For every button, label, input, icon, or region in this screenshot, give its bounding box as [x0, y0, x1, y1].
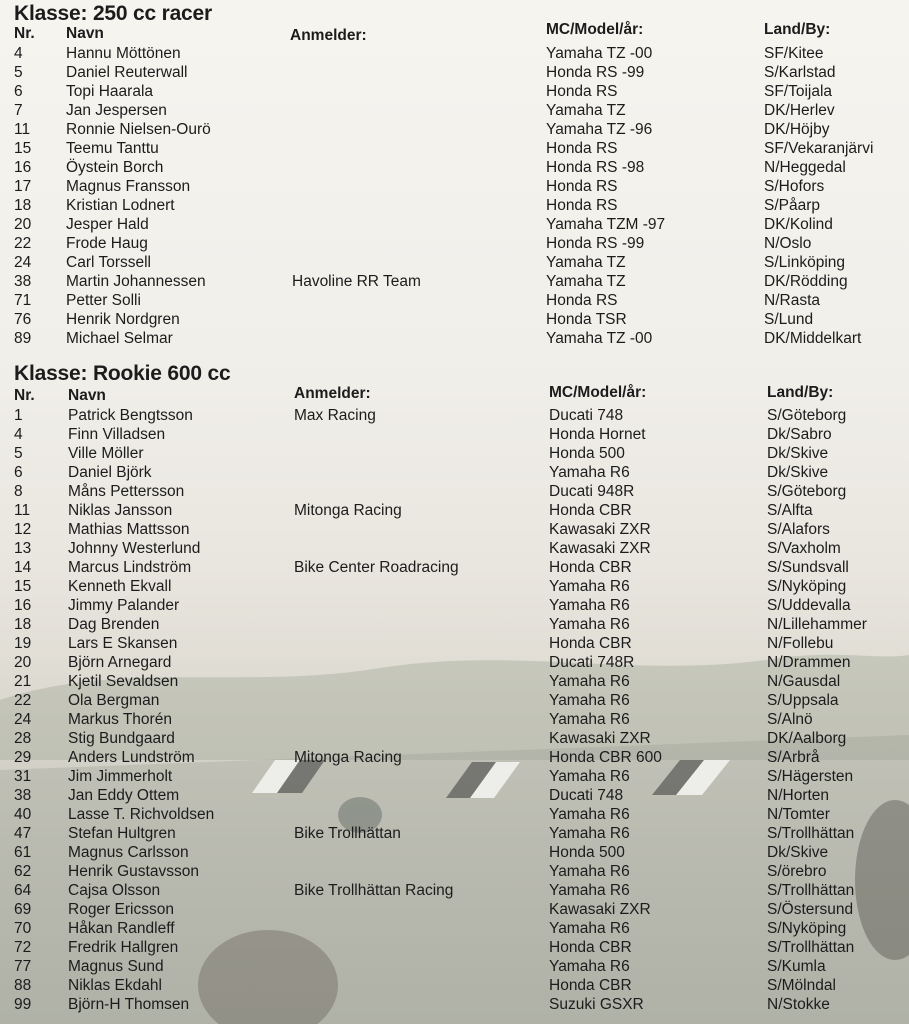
- entry-row: [0, 82, 909, 101]
- country-city: N/Oslo: [764, 235, 812, 252]
- motorcycle-model: Honda RS -99: [546, 64, 645, 81]
- entry-number: 16: [14, 597, 32, 614]
- rider-name: Carl Torssell: [66, 254, 151, 271]
- entry-number: 88: [14, 977, 32, 994]
- motorcycle-model: Honda Hornet: [549, 426, 646, 443]
- entry-row: [0, 881, 909, 900]
- motorcycle-model: Honda TSR: [546, 311, 627, 328]
- motorcycle-model: Honda CBR: [549, 559, 632, 576]
- motorcycle-model: Kawasaki ZXR: [549, 901, 651, 918]
- entry-row: [0, 539, 909, 558]
- country-city: SF/Vekaranjärvi: [764, 140, 874, 157]
- entry-number: 20: [14, 216, 32, 233]
- header-nr: Nr.: [14, 387, 35, 404]
- motorcycle-model: Yamaha R6: [549, 825, 630, 842]
- rider-name: Magnus Carlsson: [68, 844, 189, 861]
- entry-number: 11: [14, 121, 31, 138]
- entry-number: 21: [14, 673, 32, 690]
- entry-row: [0, 63, 909, 82]
- rider-name: Teemu Tanttu: [66, 140, 159, 157]
- motorcycle-model: Yamaha R6: [549, 711, 630, 728]
- country-city: S/Trollhättan: [767, 882, 855, 899]
- entry-row: [0, 310, 909, 329]
- country-city: S/Göteborg: [767, 407, 847, 424]
- header-land-by: Land/By:: [764, 21, 831, 38]
- motorcycle-model: Honda CBR 600: [549, 749, 662, 766]
- entry-number: 6: [14, 83, 23, 100]
- rider-name: Jan Jespersen: [66, 102, 167, 119]
- entry-number: 38: [14, 787, 32, 804]
- country-city: S/Nyköping: [767, 920, 847, 937]
- entry-number: 72: [14, 939, 32, 956]
- entry-row: [0, 177, 909, 196]
- motorcycle-model: Suzuki GSXR: [549, 996, 644, 1013]
- entry-row: [0, 463, 909, 482]
- entry-row: [0, 919, 909, 938]
- motorcycle-model: Yamaha TZ: [546, 273, 626, 290]
- entry-row: [0, 139, 909, 158]
- motorcycle-model: Yamaha R6: [549, 958, 630, 975]
- entry-row: [0, 900, 909, 919]
- entrant: Bike Trollhättan Racing: [294, 882, 454, 899]
- entry-row: [0, 406, 909, 425]
- motorcycle-model: Honda RS -99: [546, 235, 645, 252]
- entry-number: 11: [14, 502, 31, 519]
- motorcycle-model: Yamaha TZ: [546, 102, 626, 119]
- motorcycle-model: Ducati 748: [549, 407, 624, 424]
- entry-number: 4: [14, 45, 23, 62]
- header-anmelder: Anmelder:: [290, 27, 367, 44]
- entry-number: 17: [14, 178, 32, 195]
- rider-name: Henrik Gustavsson: [68, 863, 199, 880]
- entry-number: 7: [14, 102, 23, 119]
- rider-name: Petter Solli: [66, 292, 141, 309]
- motorcycle-model: Yamaha R6: [549, 673, 630, 690]
- motorcycle-model: Yamaha R6: [549, 768, 630, 785]
- entry-number: 71: [14, 292, 32, 309]
- rider-name: Niklas Jansson: [68, 502, 173, 519]
- country-city: N/Lillehammer: [767, 616, 867, 633]
- country-city: S/Mölndal: [767, 977, 836, 994]
- entry-row: [0, 329, 909, 348]
- entry-row: [0, 501, 909, 520]
- entry-row: [0, 976, 909, 995]
- entry-number: 31: [14, 768, 32, 785]
- entry-row: [0, 44, 909, 63]
- motorcycle-model: Yamaha R6: [549, 920, 630, 937]
- country-city: SF/Kitee: [764, 45, 824, 62]
- rider-name: Öystein Borch: [66, 159, 164, 176]
- motorcycle-model: Honda RS: [546, 83, 618, 100]
- country-city: S/Påarp: [764, 197, 821, 214]
- country-city: S/Alfta: [767, 502, 813, 519]
- country-city: S/örebro: [767, 863, 827, 880]
- entry-number: 24: [14, 254, 32, 271]
- entry-number: 14: [14, 559, 32, 576]
- motorcycle-model: Honda 500: [549, 844, 625, 861]
- entry-number: 28: [14, 730, 32, 747]
- country-city: S/Göteborg: [767, 483, 847, 500]
- entrant: Mitonga Racing: [294, 749, 402, 766]
- motorcycle-model: Honda CBR: [549, 977, 632, 994]
- motorcycle-model: Yamaha R6: [549, 578, 630, 595]
- motorcycle-model: Honda RS -98: [546, 159, 645, 176]
- rider-name: Kjetil Sevaldsen: [68, 673, 179, 690]
- entry-row: [0, 786, 909, 805]
- entry-row: [0, 767, 909, 786]
- rider-name: Jimmy Palander: [68, 597, 180, 614]
- rider-name: Mathias Mattsson: [68, 521, 190, 538]
- country-city: S/Nyköping: [767, 578, 847, 595]
- motorcycle-model: Kawasaki ZXR: [549, 730, 651, 747]
- rider-name: Kristian Lodnert: [66, 197, 175, 214]
- entry-row: [0, 158, 909, 177]
- motorcycle-model: Kawasaki ZXR: [549, 540, 651, 557]
- entrant: Havoline RR Team: [292, 273, 421, 290]
- motorcycle-model: Honda 500: [549, 445, 625, 462]
- entrant: Bike Trollhättan: [294, 825, 401, 842]
- motorcycle-model: Honda RS: [546, 178, 618, 195]
- motorcycle-model: Ducati 748R: [549, 654, 635, 671]
- entry-row: [0, 938, 909, 957]
- entry-row: [0, 824, 909, 843]
- entry-number: 24: [14, 711, 32, 728]
- entry-row: [0, 482, 909, 501]
- entry-number: 99: [14, 996, 32, 1013]
- entry-number: 22: [14, 235, 32, 252]
- entry-row: [0, 120, 909, 139]
- country-city: N/Stokke: [767, 996, 830, 1013]
- entry-number: 6: [14, 464, 23, 481]
- country-city: S/Linköping: [764, 254, 846, 271]
- entry-row: [0, 291, 909, 310]
- entry-list: [0, 44, 909, 348]
- motorcycle-model: Honda CBR: [549, 502, 632, 519]
- entry-number: 1: [14, 407, 23, 424]
- entry-row: [0, 577, 909, 596]
- motorcycle-model: Honda RS: [546, 197, 618, 214]
- country-city: S/Vaxholm: [767, 540, 841, 557]
- country-city: S/Karlstad: [764, 64, 836, 81]
- entry-number: 62: [14, 863, 32, 880]
- entry-number: 5: [14, 64, 23, 81]
- entry-row: [0, 710, 909, 729]
- motorcycle-model: Kawasaki ZXR: [549, 521, 651, 538]
- entry-number: 47: [14, 825, 32, 842]
- rider-name: Hannu Möttönen: [66, 45, 181, 62]
- entry-number: 40: [14, 806, 32, 823]
- country-city: N/Follebu: [767, 635, 834, 652]
- header-mc-model-year: MC/Model/år:: [549, 384, 647, 401]
- entry-number: 38: [14, 273, 32, 290]
- motorcycle-model: Honda CBR: [549, 635, 632, 652]
- country-city: N/Rasta: [764, 292, 820, 309]
- country-city: N/Gausdal: [767, 673, 841, 690]
- country-city: N/Drammen: [767, 654, 851, 671]
- header-land-by: Land/By:: [767, 384, 834, 401]
- rider-name: Finn Villadsen: [68, 426, 166, 443]
- rider-name: Markus Thorén: [68, 711, 172, 728]
- entry-number: 5: [14, 445, 23, 462]
- rider-name: Patrick Bengtsson: [68, 407, 193, 424]
- entry-list: [0, 406, 909, 1014]
- rider-name: Jim Jimmerholt: [68, 768, 173, 785]
- entry-row: [0, 615, 909, 634]
- entry-number: 15: [14, 140, 32, 157]
- rider-name: Michael Selmar: [66, 330, 173, 347]
- rider-name: Johnny Westerlund: [68, 540, 201, 557]
- header-navn: Navn: [66, 25, 104, 42]
- country-city: S/Lund: [764, 311, 814, 328]
- motorcycle-model: Yamaha R6: [549, 863, 630, 880]
- country-city: DK/Rödding: [764, 273, 848, 290]
- entry-row: [0, 729, 909, 748]
- rider-name: Lasse T. Richvoldsen: [68, 806, 215, 823]
- rider-name: Cajsa Olsson: [68, 882, 161, 899]
- header-nr: Nr.: [14, 25, 35, 42]
- entry-number: 89: [14, 330, 32, 347]
- entry-row: [0, 843, 909, 862]
- rider-name: Roger Ericsson: [68, 901, 174, 918]
- class-title: Klasse: 250 cc racer: [14, 2, 212, 25]
- entry-number: 15: [14, 578, 32, 595]
- rider-name: Ola Bergman: [68, 692, 160, 709]
- entry-row: [0, 995, 909, 1014]
- motorcycle-model: Honda RS: [546, 140, 618, 157]
- class-title: Klasse: Rookie 600 cc: [14, 362, 231, 385]
- entry-number: 18: [14, 197, 32, 214]
- entry-number: 61: [14, 844, 32, 861]
- country-city: S/Alafors: [767, 521, 830, 538]
- rider-name: Kenneth Ekvall: [68, 578, 172, 595]
- entry-row: [0, 558, 909, 577]
- country-city: DK/Herlev: [764, 102, 835, 119]
- rider-name: Björn Arnegard: [68, 654, 172, 671]
- entry-number: 4: [14, 426, 23, 443]
- entrant: Bike Center Roadracing: [294, 559, 459, 576]
- motorcycle-model: Yamaha TZ -00: [546, 330, 653, 347]
- rider-name: Marcus Lindström: [68, 559, 192, 576]
- motorcycle-model: Ducati 948R: [549, 483, 635, 500]
- entry-row: [0, 862, 909, 881]
- entry-number: 22: [14, 692, 32, 709]
- rider-name: Fredrik Hallgren: [68, 939, 179, 956]
- entry-row: [0, 215, 909, 234]
- entry-number: 12: [14, 521, 32, 538]
- motorcycle-model: Yamaha TZ -96: [546, 121, 653, 138]
- country-city: Dk/Skive: [767, 445, 829, 462]
- entry-number: 20: [14, 654, 32, 671]
- motorcycle-model: Honda CBR: [549, 939, 632, 956]
- entry-row: [0, 101, 909, 120]
- entrant: Max Racing: [294, 407, 376, 424]
- country-city: S/Hofors: [764, 178, 825, 195]
- country-city: N/Tomter: [767, 806, 830, 823]
- motorcycle-model: Yamaha R6: [549, 692, 630, 709]
- rider-name: Björn-H Thomsen: [68, 996, 190, 1013]
- country-city: DK/Kolind: [764, 216, 833, 233]
- entry-row: [0, 805, 909, 824]
- entry-row: [0, 596, 909, 615]
- rider-name: Håkan Randleff: [68, 920, 175, 937]
- header-navn: Navn: [68, 387, 106, 404]
- entry-row: [0, 634, 909, 653]
- country-city: DK/Aalborg: [767, 730, 847, 747]
- entry-number: 64: [14, 882, 32, 899]
- rider-name: Magnus Fransson: [66, 178, 191, 195]
- rider-name: Ville Möller: [68, 445, 144, 462]
- country-city: DK/Middelkart: [764, 330, 862, 347]
- entry-row: [0, 444, 909, 463]
- country-city: S/Uddevalla: [767, 597, 851, 614]
- country-city: SF/Toijala: [764, 83, 833, 100]
- rider-name: Dag Brenden: [68, 616, 160, 633]
- motorcycle-model: Yamaha TZ -00: [546, 45, 653, 62]
- country-city: N/Heggedal: [764, 159, 846, 176]
- motorcycle-model: Yamaha R6: [549, 464, 630, 481]
- entry-row: [0, 653, 909, 672]
- header-anmelder: Anmelder:: [294, 385, 371, 402]
- header-mc-model-year: MC/Model/år:: [546, 21, 644, 38]
- rider-name: Topi Haarala: [66, 83, 154, 100]
- entry-row: [0, 253, 909, 272]
- rider-name: Stig Bundgaard: [68, 730, 175, 747]
- motorcycle-model: Yamaha R6: [549, 882, 630, 899]
- country-city: S/Kumla: [767, 958, 826, 975]
- country-city: N/Horten: [767, 787, 830, 804]
- rider-name: Jan Eddy Ottem: [68, 787, 180, 804]
- motorcycle-model: Yamaha R6: [549, 616, 630, 633]
- entry-number: 69: [14, 901, 32, 918]
- country-city: S/Hägersten: [767, 768, 854, 785]
- motorcycle-model: Yamaha TZM -97: [546, 216, 666, 233]
- motorcycle-model: Yamaha TZ: [546, 254, 626, 271]
- entry-number: 13: [14, 540, 32, 557]
- rider-name: Stefan Hultgren: [68, 825, 176, 842]
- country-city: S/Trollhättan: [767, 825, 855, 842]
- entry-number: 76: [14, 311, 32, 328]
- entry-number: 18: [14, 616, 32, 633]
- country-city: S/Trollhättan: [767, 939, 855, 956]
- country-city: S/Sundsvall: [767, 559, 849, 576]
- entry-row: [0, 957, 909, 976]
- entry-row: [0, 425, 909, 444]
- entry-number: 29: [14, 749, 32, 766]
- rider-name: Anders Lundström: [68, 749, 195, 766]
- country-city: S/Arbrå: [767, 749, 820, 766]
- country-city: Dk/Sabro: [767, 426, 832, 443]
- country-city: DK/Höjby: [764, 121, 830, 138]
- entry-row: [0, 748, 909, 767]
- entry-row: [0, 691, 909, 710]
- motorcycle-model: Yamaha R6: [549, 597, 630, 614]
- rider-name: Daniel Reuterwall: [66, 64, 188, 81]
- rider-name: Magnus Sund: [68, 958, 164, 975]
- rider-name: Niklas Ekdahl: [68, 977, 162, 994]
- entrant: Mitonga Racing: [294, 502, 402, 519]
- rider-name: Lars E Skansen: [68, 635, 178, 652]
- entry-row: [0, 272, 909, 291]
- motorcycle-model: Honda RS: [546, 292, 618, 309]
- rider-name: Martin Johannessen: [66, 273, 206, 290]
- entry-row: [0, 672, 909, 691]
- entry-row: [0, 520, 909, 539]
- motorcycle-model: Yamaha R6: [549, 806, 630, 823]
- rider-name: Jesper Hald: [66, 216, 149, 233]
- entry-number: 8: [14, 483, 23, 500]
- entry-number: 19: [14, 635, 32, 652]
- entry-number: 16: [14, 159, 32, 176]
- motorcycle-model: Ducati 748: [549, 787, 624, 804]
- country-city: S/Alnö: [767, 711, 813, 728]
- country-city: S/Uppsala: [767, 692, 839, 709]
- entry-number: 77: [14, 958, 32, 975]
- country-city: Dk/Skive: [767, 464, 829, 481]
- rider-name: Ronnie Nielsen-Ourö: [66, 121, 211, 138]
- entry-row: [0, 196, 909, 215]
- entry-row: [0, 234, 909, 253]
- rider-name: Måns Pettersson: [68, 483, 185, 500]
- rider-name: Frode Haug: [66, 235, 148, 252]
- rider-name: Henrik Nordgren: [66, 311, 180, 328]
- country-city: S/Östersund: [767, 901, 854, 918]
- entry-number: 70: [14, 920, 32, 937]
- country-city: Dk/Skive: [767, 844, 829, 861]
- rider-name: Daniel Björk: [68, 464, 152, 481]
